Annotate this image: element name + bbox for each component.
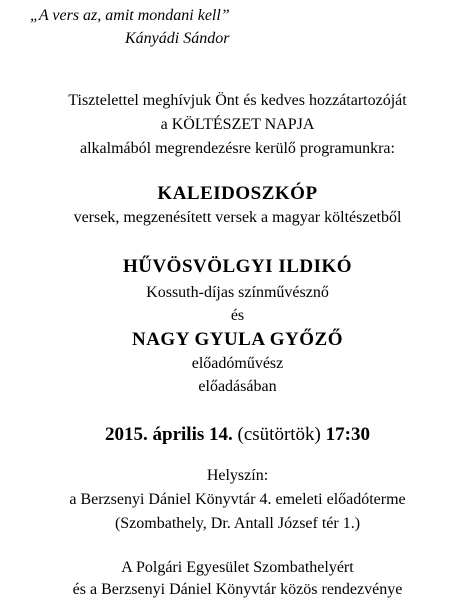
venue-label: Helyszín: [206,467,269,484]
venue-address: (Szombathely, Dr. Antall József tér 1.) [114,515,361,532]
event-datetime [0,425,475,445]
performer-2-role: előadóművész [191,355,284,372]
program-title: KALEIDOSZKÓP [157,183,318,204]
event-date: 2015. április 14. [105,424,233,445]
organizers-line-2: és a Berzsenyi Dániel Könyvtár közös rendezvénye [72,581,403,598]
intro-line-3: alkalmából megrendezésre kerülő programunkra: [80,140,395,157]
performer-conjunction: és [230,307,245,324]
organizers-line-1: A Polgári Egyesület Szombathelyért [121,559,354,576]
venue-place: a Berzsenyi Dániel Könyvtár 4. emeleti előadóterme [69,491,406,508]
performer-2-name: NAGY GYULA GYŐZŐ [131,329,344,350]
intro-line-2: a KÖLTÉSZET NAPJA [160,116,315,133]
quote-text: „A vers az, amit mondani kell” [30,7,230,24]
performer-1-role: Kossuth-díjas színművésznő [146,284,329,301]
event-weekday: (csütörtök) [237,424,321,445]
quote-author: Kányádi Sándor [125,30,230,47]
intro-line-1: Tisztelettel meghívjuk Önt és kedves hozzátartozóját [68,92,407,109]
event-time: 17:30 [325,424,370,445]
performer-1-name: HŰVÖSVÖLGYI ILDIKÓ [122,256,353,277]
program-subtitle: versek, megzenésített versek a magyar költészetből [73,209,402,226]
motto-quote [30,4,270,50]
performers-closing: előadásában [198,378,277,395]
